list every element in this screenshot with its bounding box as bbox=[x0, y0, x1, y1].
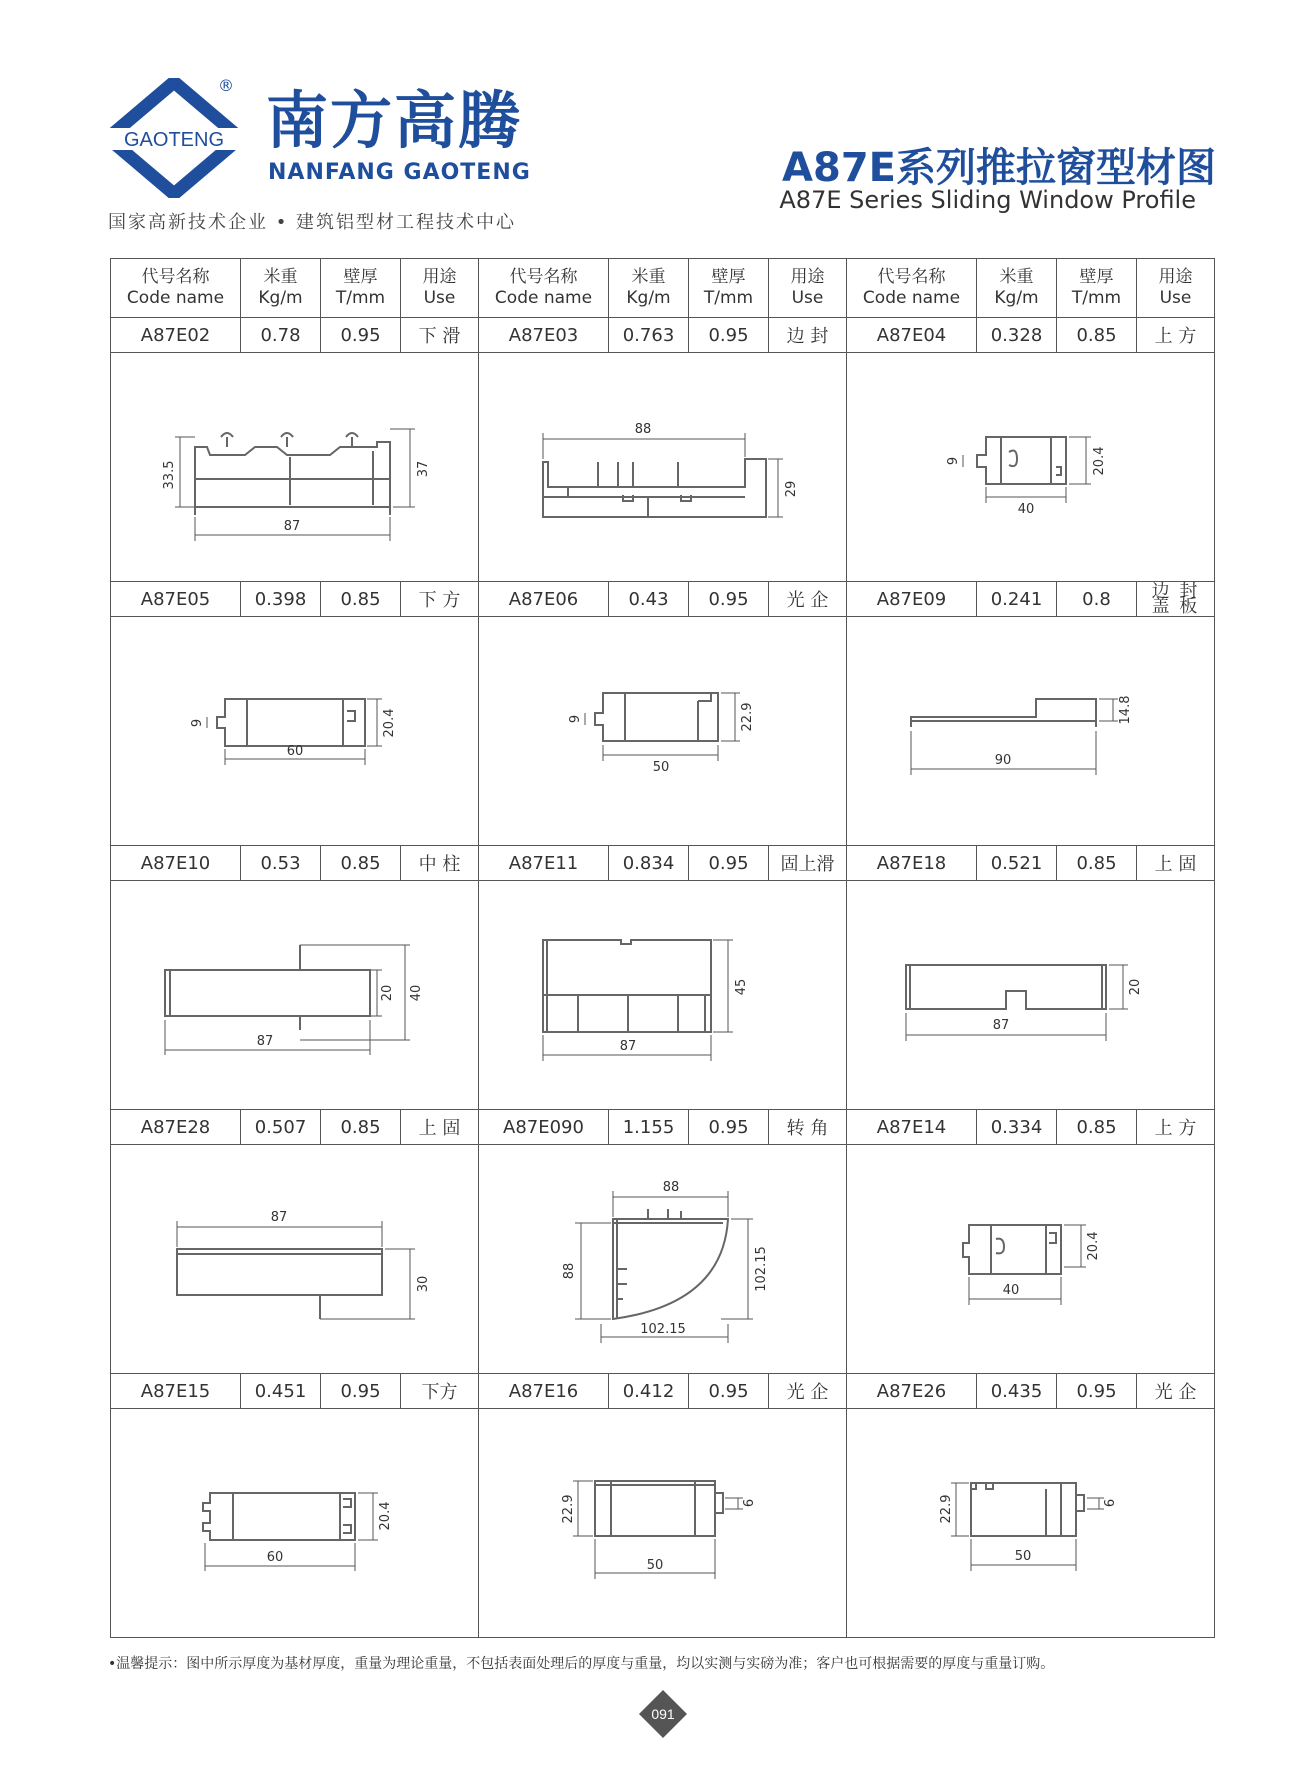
dimension-label: 102.15 bbox=[639, 1322, 686, 1337]
thickness-cell: 0.95 bbox=[689, 1374, 769, 1409]
dimension-label: 9 bbox=[945, 456, 961, 466]
thickness-cell: 0.85 bbox=[1057, 318, 1137, 353]
use-cell: 中 柱 bbox=[401, 846, 479, 881]
use-cell: 上 方 bbox=[1137, 1110, 1215, 1145]
header-use: 用途 Use bbox=[401, 259, 479, 318]
code-cell: A87E11 bbox=[479, 846, 609, 881]
dimension-label: 20 bbox=[1127, 978, 1143, 996]
dimension-label: 60 bbox=[286, 744, 303, 759]
thickness-cell: 0.95 bbox=[321, 318, 401, 353]
dimension-label: 22.9 bbox=[560, 1494, 576, 1524]
thickness-cell: 0.85 bbox=[321, 846, 401, 881]
header-thickness: 壁厚 T/mm bbox=[1057, 259, 1137, 318]
profile-drawing-a87e28 bbox=[115, 1159, 475, 1359]
dimension-label: 14.8 bbox=[1117, 695, 1133, 725]
profile-drawing-a87e02 bbox=[115, 367, 475, 567]
profile-drawing-cell bbox=[847, 1145, 1215, 1374]
profile-drawing-row bbox=[111, 353, 1215, 582]
profile-drawing-a87e090 bbox=[483, 1159, 843, 1359]
code-cell: A87E18 bbox=[847, 846, 977, 881]
profile-info-row bbox=[111, 318, 1215, 353]
code-cell: A87E02 bbox=[111, 318, 241, 353]
code-cell: A87E04 bbox=[847, 318, 977, 353]
weight-cell: 0.834 bbox=[609, 846, 689, 881]
profile-drawing-cell bbox=[847, 1409, 1215, 1638]
header-weight: 米重 Kg/m bbox=[977, 259, 1057, 318]
weight-cell: 0.507 bbox=[241, 1110, 321, 1145]
header-thickness: 壁厚 T/mm bbox=[689, 259, 769, 318]
weight-cell: 0.241 bbox=[977, 582, 1057, 617]
brand-name-en: NANFANG GAOTENG bbox=[268, 160, 531, 185]
weight-cell: 0.398 bbox=[241, 582, 321, 617]
weight-cell: 0.328 bbox=[977, 318, 1057, 353]
logo-text: GAOTENG bbox=[123, 129, 225, 151]
brand-name-cn: 南方高腾 bbox=[266, 84, 523, 157]
code-cell: A87E05 bbox=[111, 582, 241, 617]
page-number: 091 bbox=[651, 1706, 675, 1722]
footer-note: •温馨提示：图中所示厚度为基材厚度，重量为理论重量，不包括表面处理后的厚度与重量，均以实测与实磅为准；客户也可根据需要的厚度与重量订购。 bbox=[108, 1656, 1055, 1672]
thickness-cell: 0.85 bbox=[321, 1110, 401, 1145]
dimension-label: 22.9 bbox=[938, 1494, 954, 1524]
thickness-cell: 0.85 bbox=[1057, 1110, 1137, 1145]
weight-cell: 0.521 bbox=[977, 846, 1057, 881]
header-weight: 米重 Kg/m bbox=[241, 259, 321, 318]
code-cell: A87E26 bbox=[847, 1374, 977, 1409]
weight-cell: 1.155 bbox=[609, 1110, 689, 1145]
profile-info-row bbox=[111, 1110, 1215, 1145]
use-cell: 下 滑 bbox=[401, 318, 479, 353]
dimension-label: 87 bbox=[992, 1018, 1009, 1033]
use-cell: 下方 bbox=[401, 1374, 479, 1409]
profile-drawing-cell bbox=[479, 1145, 847, 1374]
thickness-cell: 0.85 bbox=[1057, 846, 1137, 881]
use-cell: 边 封 bbox=[769, 318, 847, 353]
use-cell: 下 方 bbox=[401, 582, 479, 617]
dimension-label: 20.4 bbox=[381, 708, 397, 738]
weight-cell: 0.451 bbox=[241, 1374, 321, 1409]
gaoteng-logo bbox=[104, 78, 244, 198]
use-cell: 边 封 盖 板 bbox=[1137, 582, 1215, 617]
header-thickness: 壁厚 T/mm bbox=[321, 259, 401, 318]
use-cell: 光 企 bbox=[1137, 1374, 1215, 1409]
code-cell: A87E09 bbox=[847, 582, 977, 617]
use-cell: 光 企 bbox=[769, 582, 847, 617]
profile-drawing-a87e04 bbox=[851, 367, 1211, 567]
profile-drawing-cell bbox=[847, 353, 1215, 582]
header-row bbox=[111, 259, 1215, 318]
dimension-label: 20.4 bbox=[1085, 1231, 1101, 1261]
header-code: 代号名称 Code name bbox=[111, 259, 241, 318]
profile-drawing-a87e09 bbox=[851, 631, 1211, 831]
profile-drawing-cell bbox=[847, 617, 1215, 846]
profile-drawing-cell bbox=[479, 353, 847, 582]
code-cell: A87E14 bbox=[847, 1110, 977, 1145]
profile-drawing-row bbox=[111, 1409, 1215, 1638]
use-cell: 固上滑 bbox=[769, 846, 847, 881]
header-code: 代号名称 Code name bbox=[847, 259, 977, 318]
profile-drawing-a87e16 bbox=[483, 1423, 843, 1623]
dimension-label: 40 bbox=[1002, 1283, 1019, 1298]
dimension-label: 90 bbox=[994, 753, 1011, 768]
use-cell: 上 固 bbox=[401, 1110, 479, 1145]
dimension-label: 87 bbox=[270, 1210, 287, 1225]
use-cell: 转 角 bbox=[769, 1110, 847, 1145]
use-cell: 上 固 bbox=[1137, 846, 1215, 881]
code-cell: A87E16 bbox=[479, 1374, 609, 1409]
weight-cell: 0.53 bbox=[241, 846, 321, 881]
profile-drawing-a87e18 bbox=[851, 895, 1211, 1095]
dimension-label: 22.9 bbox=[739, 702, 755, 732]
profile-info-row bbox=[111, 846, 1215, 881]
weight-cell: 0.763 bbox=[609, 318, 689, 353]
thickness-cell: 0.95 bbox=[689, 318, 769, 353]
profile-info-row bbox=[111, 582, 1215, 617]
weight-cell: 0.43 bbox=[609, 582, 689, 617]
profile-drawing-cell bbox=[479, 617, 847, 846]
code-cell: A87E28 bbox=[111, 1110, 241, 1145]
dimension-label: 50 bbox=[646, 1558, 663, 1573]
use-cell: 上 方 bbox=[1137, 318, 1215, 353]
dimension-label: 45 bbox=[733, 978, 749, 996]
company-tagline: 国家高新技术企业 • 建筑铝型材工程技术中心 bbox=[108, 212, 517, 233]
profile-drawing-cell bbox=[111, 353, 479, 582]
profile-drawing-cell bbox=[847, 881, 1215, 1110]
thickness-cell: 0.95 bbox=[689, 582, 769, 617]
profile-drawing-cell bbox=[479, 1409, 847, 1638]
code-cell: A87E06 bbox=[479, 582, 609, 617]
thickness-cell: 0.8 bbox=[1057, 582, 1137, 617]
page-title-en: A87E Series Sliding Window Profile bbox=[779, 186, 1196, 214]
dimension-label: 88 bbox=[634, 422, 651, 437]
profile-table bbox=[110, 258, 1215, 1638]
dimension-label: 30 bbox=[415, 1275, 431, 1293]
profile-drawing-a87e10 bbox=[115, 895, 475, 1095]
profile-drawing-a87e03 bbox=[483, 367, 843, 567]
dimension-label: 20 bbox=[379, 984, 395, 1002]
dimension-label: 20.4 bbox=[377, 1501, 393, 1531]
dimension-label: 20.4 bbox=[1091, 446, 1107, 476]
profile-drawing-row bbox=[111, 881, 1215, 1110]
profile-drawing-a87e15 bbox=[115, 1423, 475, 1623]
thickness-cell: 0.95 bbox=[1057, 1374, 1137, 1409]
dimension-label: 29 bbox=[783, 480, 799, 498]
profile-drawing-a87e05 bbox=[115, 631, 475, 831]
weight-cell: 0.334 bbox=[977, 1110, 1057, 1145]
profile-drawing-a87e11 bbox=[483, 895, 843, 1095]
profile-drawing-cell bbox=[111, 1409, 479, 1638]
dimension-label: 9 bbox=[567, 714, 583, 724]
dimension-label: 40 bbox=[1017, 502, 1034, 517]
dimension-label: 33.5 bbox=[161, 460, 177, 490]
thickness-cell: 0.95 bbox=[321, 1374, 401, 1409]
profile-drawing-a87e26 bbox=[851, 1423, 1211, 1623]
header-use: 用途 Use bbox=[769, 259, 847, 318]
page-title-cn: A87E系列推拉窗型材图 bbox=[782, 145, 1216, 191]
profile-drawing-row bbox=[111, 1145, 1215, 1374]
profile-info-row bbox=[111, 1374, 1215, 1409]
dimension-label: 40 bbox=[408, 984, 424, 1002]
header-use: 用途 Use bbox=[1137, 259, 1215, 318]
weight-cell: 0.78 bbox=[241, 318, 321, 353]
dimension-label: 6 bbox=[1102, 1498, 1118, 1508]
header-weight: 米重 Kg/m bbox=[609, 259, 689, 318]
dimension-label: 102.15 bbox=[753, 1246, 769, 1292]
profile-drawing-cell bbox=[111, 617, 479, 846]
header-code: 代号名称 Code name bbox=[479, 259, 609, 318]
dimension-label: 37 bbox=[415, 460, 431, 478]
dimension-label: 60 bbox=[266, 1550, 283, 1565]
profile-drawing-a87e06 bbox=[483, 631, 843, 831]
dimension-label: 87 bbox=[619, 1039, 636, 1054]
dimension-label: 88 bbox=[662, 1180, 679, 1195]
thickness-cell: 0.95 bbox=[689, 1110, 769, 1145]
dimension-label: 6 bbox=[741, 1498, 757, 1508]
dimension-label: 88 bbox=[561, 1262, 577, 1280]
code-cell: A87E03 bbox=[479, 318, 609, 353]
page-number-badge bbox=[637, 1688, 689, 1740]
profile-drawing-cell bbox=[111, 881, 479, 1110]
code-cell: A87E15 bbox=[111, 1374, 241, 1409]
weight-cell: 0.435 bbox=[977, 1374, 1057, 1409]
dimension-label: 87 bbox=[283, 519, 300, 534]
dimension-label: 9 bbox=[189, 718, 205, 728]
dimension-label: 87 bbox=[256, 1034, 273, 1049]
thickness-cell: 0.85 bbox=[321, 582, 401, 617]
profile-drawing-cell bbox=[479, 881, 847, 1110]
registered-mark: ® bbox=[218, 76, 234, 95]
thickness-cell: 0.95 bbox=[689, 846, 769, 881]
weight-cell: 0.412 bbox=[609, 1374, 689, 1409]
code-cell: A87E090 bbox=[479, 1110, 609, 1145]
use-cell: 光 企 bbox=[769, 1374, 847, 1409]
profile-drawing-a87e14 bbox=[851, 1159, 1211, 1359]
code-cell: A87E10 bbox=[111, 846, 241, 881]
profile-drawing-cell bbox=[111, 1145, 479, 1374]
dimension-label: 50 bbox=[652, 760, 669, 775]
profile-drawing-row bbox=[111, 617, 1215, 846]
dimension-label: 50 bbox=[1014, 1549, 1031, 1564]
